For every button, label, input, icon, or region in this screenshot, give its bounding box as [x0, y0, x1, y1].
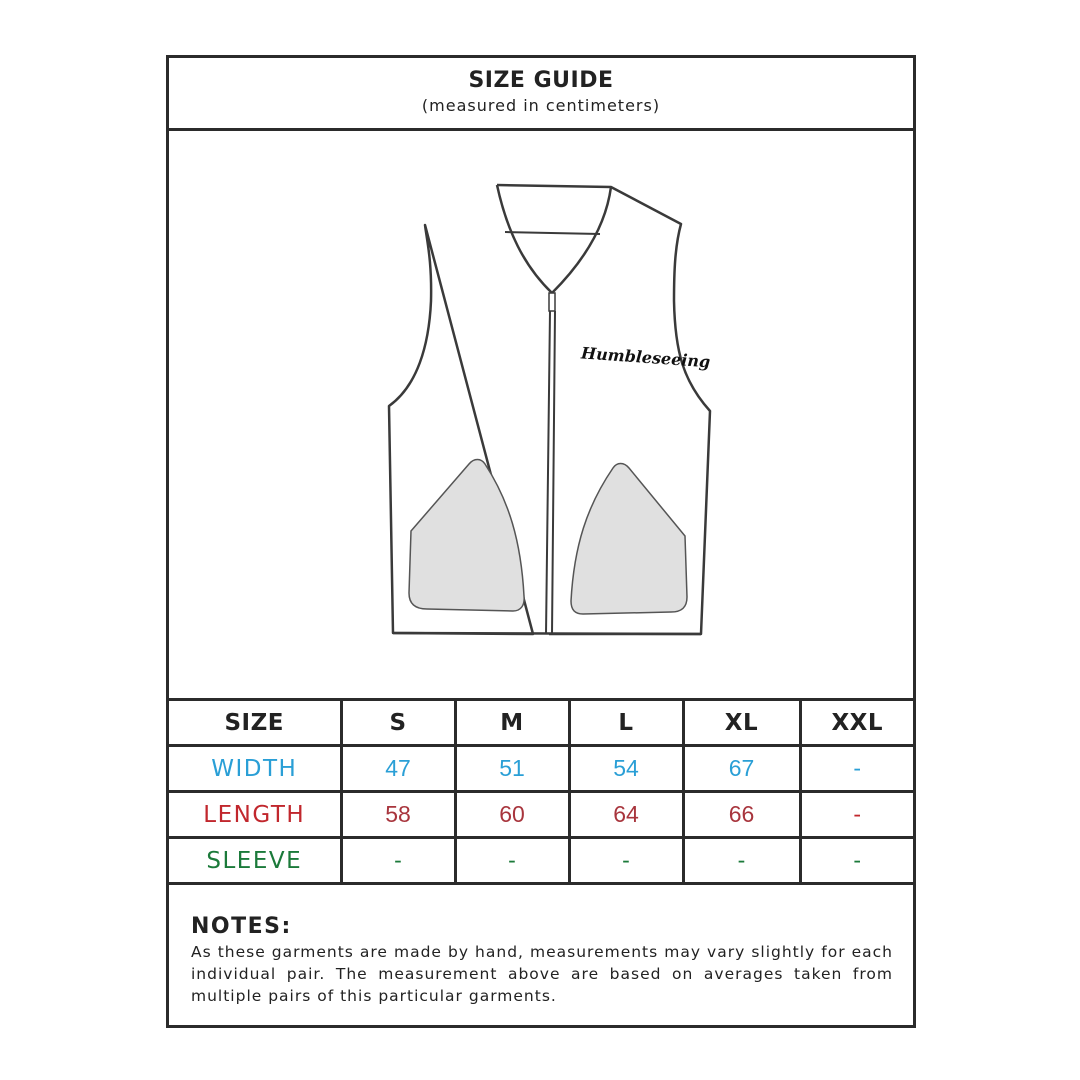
notes-title: NOTES:	[191, 914, 292, 939]
sleeve-xxl: -	[800, 838, 913, 884]
size-guide-frame	[166, 55, 916, 1028]
length-xl: 66	[683, 792, 800, 838]
length-xxl: -	[800, 792, 913, 838]
size-header-xxl: XXL	[800, 700, 913, 746]
zipper-line	[546, 311, 555, 634]
table-row-length	[169, 792, 913, 838]
sleeve-l: -	[569, 838, 683, 884]
size-table	[169, 698, 913, 885]
row-label-length: LENGTH	[169, 792, 341, 838]
garment-illustration	[169, 131, 913, 698]
length-m: 60	[455, 792, 569, 838]
zipper-pull	[549, 293, 555, 311]
table-row-width	[169, 746, 913, 792]
width-xl: 67	[683, 746, 800, 792]
width-s: 47	[341, 746, 455, 792]
page-subtitle: (measured in centimeters)	[421, 96, 661, 115]
sleeve-xl: -	[683, 838, 800, 884]
vest-neckline	[497, 185, 611, 293]
table-row-sleeve	[169, 838, 913, 884]
left-pocket	[409, 460, 524, 612]
sleeve-m: -	[455, 838, 569, 884]
row-label-sleeve: SLEEVE	[169, 838, 341, 884]
vest-icon	[169, 131, 913, 698]
width-l: 54	[569, 746, 683, 792]
table-header-row	[169, 700, 913, 746]
notes-section	[191, 914, 893, 1007]
size-header-l: L	[569, 700, 683, 746]
width-m: 51	[455, 746, 569, 792]
brand-logo: Humbleseeing	[580, 343, 711, 372]
row-label-width: WIDTH	[169, 746, 341, 792]
width-xxl: -	[800, 746, 913, 792]
length-s: 58	[341, 792, 455, 838]
length-l: 64	[569, 792, 683, 838]
vest-collar-band	[505, 232, 600, 234]
size-header-s: S	[341, 700, 455, 746]
size-header-xl: XL	[683, 700, 800, 746]
size-header-label: SIZE	[169, 700, 341, 746]
right-pocket	[571, 464, 687, 615]
page-title: SIZE GUIDE	[468, 68, 614, 93]
size-guide-header	[169, 58, 913, 131]
notes-body: As these garments are made by hand, measurements may vary slightly for each individual pair. The measurement above are based on averages taken from multiple pairs of this particular garments.	[191, 943, 893, 1005]
size-header-m: M	[455, 700, 569, 746]
sleeve-s: -	[341, 838, 455, 884]
